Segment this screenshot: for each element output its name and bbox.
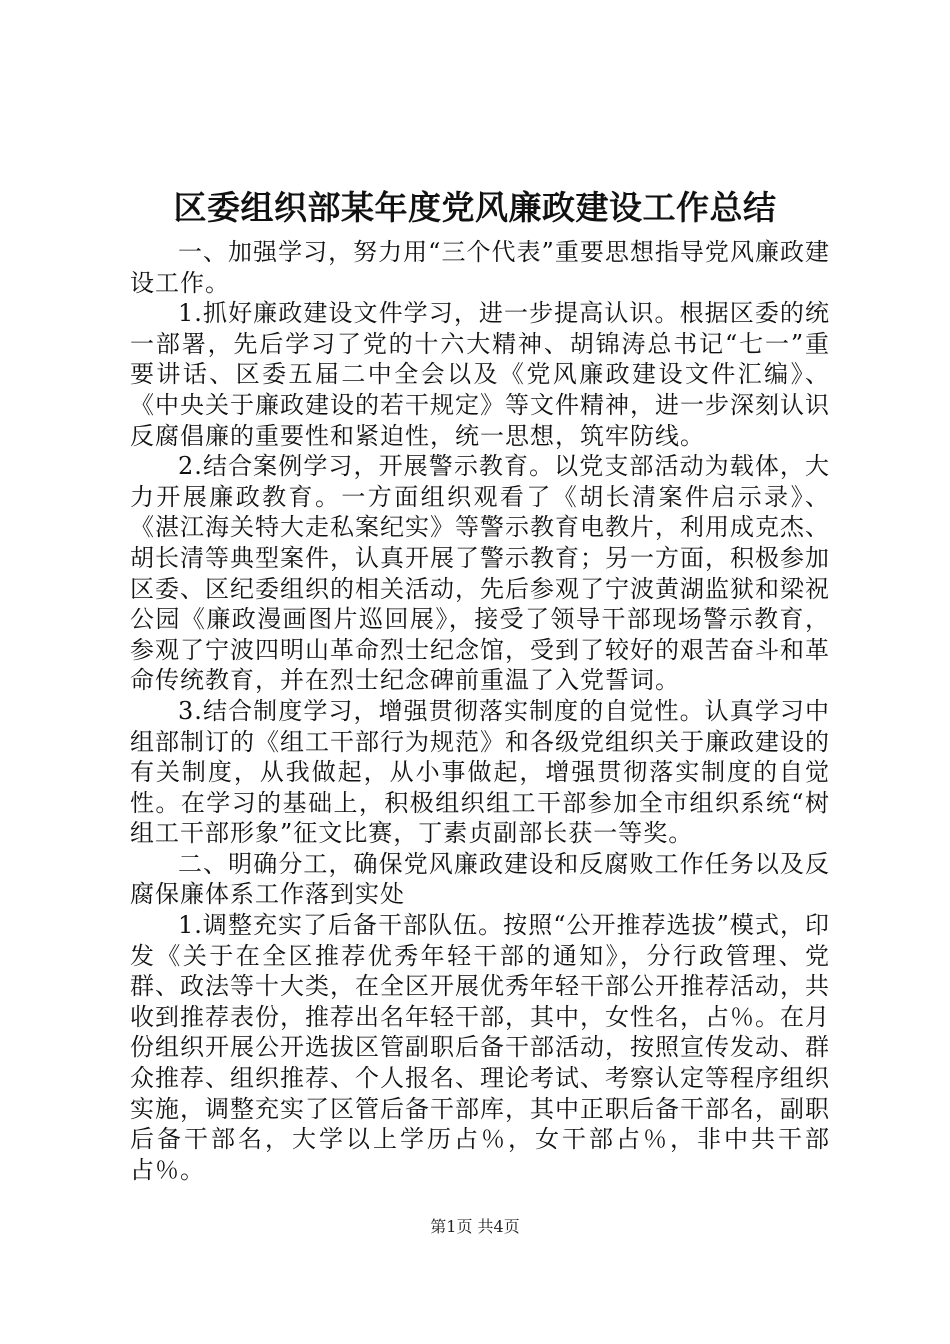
page-number-footer: 第1页 共4页 (430, 1217, 520, 1236)
paragraph-1-3: 3.结合制度学习，增强贯彻落实制度的自觉性。认真学习中组部制订的《组工干部行为规范》和各级党组织关于廉政建设的有关制度，从我做起，从小事做起，增强贯彻落实制度的自觉性。在学习的基础上，积极组织组工干部参加全市组织系统“树组工干部形象”征文比赛，丁素贞副部长获一等奖。 (130, 696, 830, 848)
paragraph-1-1: 1.抓好廉政建设文件学习，进一步提高认识。根据区委的统一部署，先后学习了党的十六大精神、胡锦涛总书记“七一”重要讲话、区委五届二中全会以及《党风廉政建设文件汇编》、《中央关于廉政建设的若干规定》等文件精神，进一步深刻认识反腐倡廉的重要性和紧迫性，统一思想，筑牢防线。 (130, 299, 830, 450)
document-body (130, 237, 830, 1185)
section-heading-1: 一、加强学习，努力用“三个代表”重要思想指导党风廉政建设工作。 (130, 238, 830, 297)
section-heading-2: 二、明确分工，确保党风廉政建设和反腐败工作任务以及反腐保廉体系工作落到实处 (130, 849, 830, 909)
paragraph-1-2: 2.结合案例学习，开展警示教育。以党支部活动为载体，大力开展廉政教育。一方面组织观看了《胡长清案件启示录》、《湛江海关特大走私案纪实》等警示教育电教片，利用成克杰、胡长清等典型案件，认真开展了警示教育；另一方面，积极参加区委、区纪委组织的相关活动，先后参观了宁波黄湖监狱和梁祝公园《廉政漫画图片巡回展》，接受了领导干部现场警示教育，参观了宁波四明山革命烈士纪念馆，受到了较好的艰苦奋斗和革命传统教育，并在烈士纪念碑前重温了入党誓词。 (130, 452, 830, 695)
paragraph-2-1: 1.调整充实了后备干部队伍。按照“公开推荐选拔”模式，印发《关于在全区推荐优秀年轻干部的通知》，分行政管理、党群、政法等十大类，在全区开展优秀年轻干部公开推荐活动，共收到推荐表份，推荐出名年轻干部，其中，女性名，占％。在月份组织开展公开选拔区管副职后备干部活动，按照宣传发动、群众推荐、组织推荐、个人报名、理论考试、考察认定等程序组织实施，调整充实了区管后备干部库，其中正职后备干部名，副职后备干部名，大学以上学历占％，女干部占％，非中共干部占％。 (130, 911, 830, 1184)
document-title: 区委组织部某年度党风廉政建设工作总结 (173, 188, 777, 227)
